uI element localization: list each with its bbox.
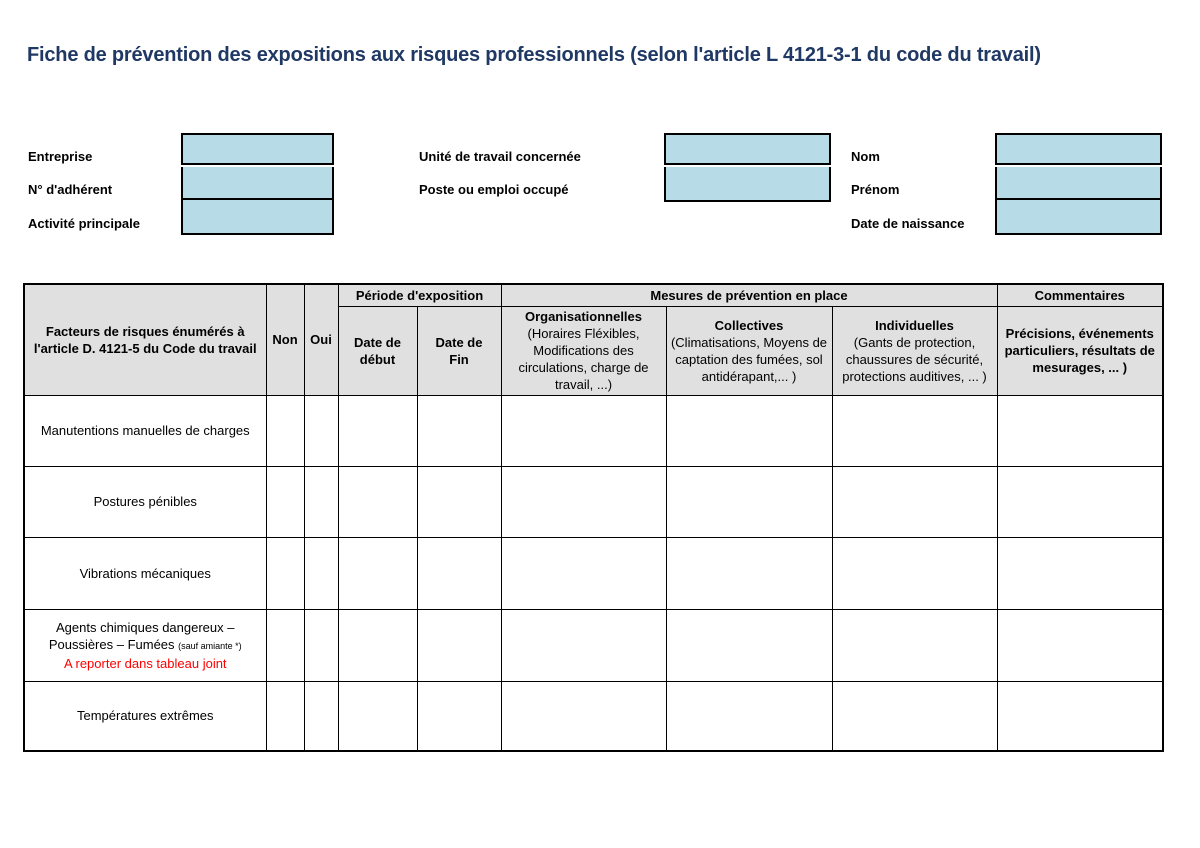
header-date-debut: Date de début <box>338 306 417 395</box>
label-entreprise: Entreprise <box>28 149 93 164</box>
header-commentaires: Commentaires <box>997 284 1163 306</box>
cell-commentaires[interactable] <box>997 395 1163 466</box>
org-desc: (Horaires Fléxibles, Modifications des circulations, charge de travail, ...) <box>518 326 649 392</box>
cell-organisationnelles[interactable] <box>501 466 666 537</box>
label-num-adherent: N° d'adhérent <box>28 182 113 197</box>
cell-non[interactable] <box>266 466 304 537</box>
cell-organisationnelles[interactable] <box>501 395 666 466</box>
cell-non[interactable] <box>266 609 304 681</box>
cell-individuelles[interactable] <box>832 609 997 681</box>
cell-non[interactable] <box>266 681 304 751</box>
header-oui: Oui <box>304 284 338 395</box>
cell-commentaires[interactable] <box>997 537 1163 609</box>
cell-date-debut[interactable] <box>338 537 417 609</box>
table-row <box>24 466 1163 537</box>
cell-organisationnelles[interactable] <box>501 537 666 609</box>
chem-line2-small: (sauf amiante *) <box>178 640 242 651</box>
coll-desc: (Climatisations, Moyens de captation des fumées, sol antidérapant,... ) <box>670 334 828 384</box>
header-mesures: Mesures de prévention en place <box>501 284 997 306</box>
poste-field[interactable] <box>664 167 831 202</box>
cell-commentaires[interactable] <box>997 681 1163 751</box>
header-comm-desc: Précisions, événements particuliers, résultats de mesurages, ... ) <box>997 306 1163 395</box>
header-periode: Période d'exposition <box>338 284 501 306</box>
table-row <box>24 681 1163 751</box>
cell-oui[interactable] <box>304 466 338 537</box>
cell-organisationnelles[interactable] <box>501 609 666 681</box>
header-facteurs: Facteurs de risques énumérés à l'article D. 4121-5 du Code du travail <box>24 284 266 395</box>
header-collectives <box>666 306 832 395</box>
cell-oui[interactable] <box>304 395 338 466</box>
page-title: Fiche de prévention des expositions aux risques professionnels (selon l'article L 4121-3-1 du code du travail) <box>27 44 1041 66</box>
header-date-fin: Date de Fin <box>417 306 501 395</box>
label-prenom: Prénom <box>851 182 900 197</box>
cell-oui[interactable] <box>304 609 338 681</box>
entreprise-field[interactable] <box>181 133 334 165</box>
cell-date-fin[interactable] <box>417 537 501 609</box>
row-label: Postures pénibles <box>24 466 266 537</box>
table-row <box>24 395 1163 466</box>
label-date-naissance: Date de naissance <box>851 216 965 231</box>
cell-collectives[interactable] <box>666 466 832 537</box>
coll-title: Collectives <box>714 317 784 333</box>
chem-line1: Agents chimiques dangereux – <box>55 619 235 635</box>
cell-non[interactable] <box>266 537 304 609</box>
cell-organisationnelles[interactable] <box>501 681 666 751</box>
row-label: Manutentions manuelles de charges <box>24 395 266 466</box>
table-row <box>24 537 1163 609</box>
chem-line2 <box>25 636 266 655</box>
cell-individuelles[interactable] <box>832 466 997 537</box>
cell-date-fin[interactable] <box>417 609 501 681</box>
header-non: Non <box>266 284 304 395</box>
date-naissance-field[interactable] <box>995 200 1162 235</box>
cell-date-debut[interactable] <box>338 609 417 681</box>
prenom-field[interactable] <box>995 167 1162 200</box>
cell-date-fin[interactable] <box>417 681 501 751</box>
header-organisationnelles <box>501 306 666 395</box>
activite-field[interactable] <box>181 200 334 235</box>
cell-collectives[interactable] <box>666 609 832 681</box>
chem-red-note: A reporter dans tableau joint <box>63 655 227 671</box>
cell-date-fin[interactable] <box>417 395 501 466</box>
row-label-chimiques <box>24 609 266 681</box>
num-adherent-field[interactable] <box>181 167 334 200</box>
table-row <box>24 609 1163 681</box>
cell-commentaires[interactable] <box>997 609 1163 681</box>
org-title: Organisationnelles <box>524 309 643 324</box>
unite-field[interactable] <box>664 133 831 165</box>
cell-collectives[interactable] <box>666 681 832 751</box>
row-label: Températures extrêmes <box>24 681 266 751</box>
cell-oui[interactable] <box>304 681 338 751</box>
cell-non[interactable] <box>266 395 304 466</box>
cell-individuelles[interactable] <box>832 681 997 751</box>
cell-collectives[interactable] <box>666 537 832 609</box>
cell-date-debut[interactable] <box>338 395 417 466</box>
cell-commentaires[interactable] <box>997 466 1163 537</box>
cell-individuelles[interactable] <box>832 395 997 466</box>
label-unite: Unité de travail concernée <box>419 149 581 164</box>
chem-line2-text: Poussières – Fumées <box>48 636 179 652</box>
cell-date-fin[interactable] <box>417 466 501 537</box>
cell-collectives[interactable] <box>666 395 832 466</box>
label-nom: Nom <box>851 149 880 164</box>
label-activite: Activité principale <box>28 216 140 231</box>
cell-date-debut[interactable] <box>338 681 417 751</box>
risk-factors-table <box>23 283 1164 752</box>
cell-individuelles[interactable] <box>832 537 997 609</box>
cell-date-debut[interactable] <box>338 466 417 537</box>
nom-field[interactable] <box>995 133 1162 165</box>
ind-desc: (Gants de protection, chaussures de sécurité, protections auditives, ... ) <box>842 334 987 384</box>
row-label: Vibrations mécaniques <box>24 537 266 609</box>
ind-title: Individuelles <box>875 317 954 333</box>
cell-oui[interactable] <box>304 537 338 609</box>
header-individuelles <box>832 306 997 395</box>
label-poste: Poste ou emploi occupé <box>419 182 569 197</box>
